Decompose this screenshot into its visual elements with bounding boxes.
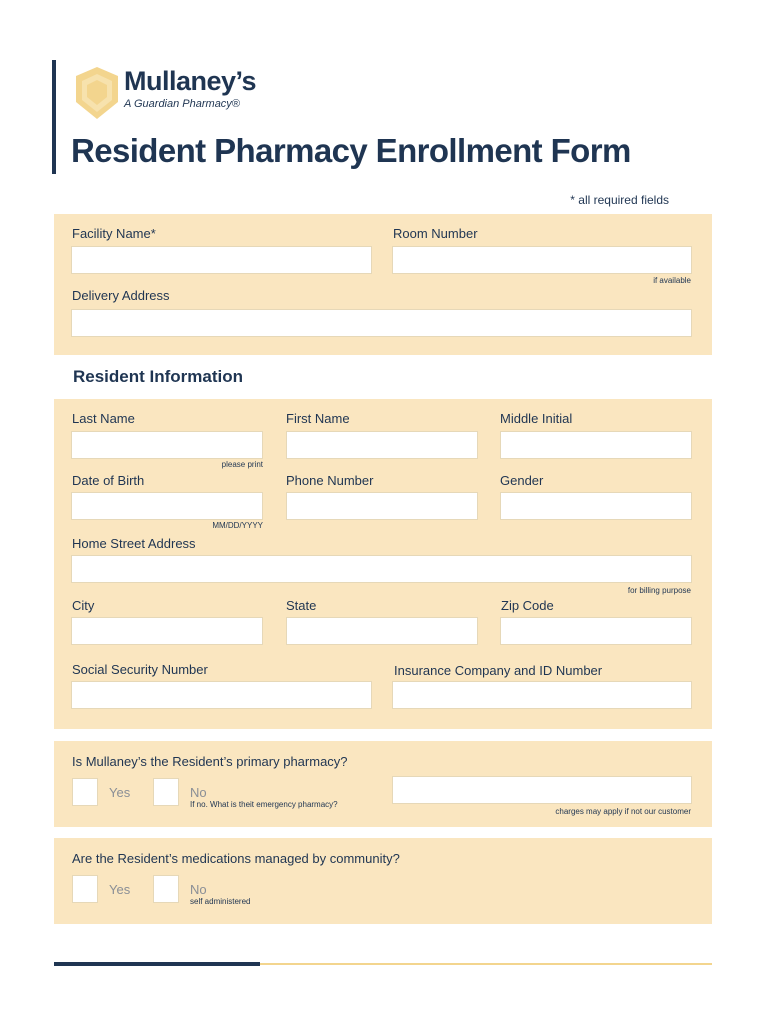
primary-pharmacy-yes-checkbox[interactable] bbox=[72, 778, 98, 806]
middle-initial-label: Middle Initial bbox=[500, 411, 573, 426]
home-address-hint: for billing purpose bbox=[627, 586, 691, 595]
footer-rule-light bbox=[260, 963, 712, 965]
room-number-input[interactable] bbox=[392, 246, 692, 274]
dob-label: Date of Birth bbox=[72, 473, 145, 488]
home-address-input[interactable] bbox=[71, 555, 692, 583]
state-label: State bbox=[286, 598, 317, 613]
primary-pharmacy-no-label: No bbox=[190, 785, 207, 800]
insurance-label: Insurance Company and ID Number bbox=[394, 663, 603, 678]
first-name-label: First Name bbox=[286, 411, 350, 426]
footer-rule-dark bbox=[54, 962, 260, 966]
last-name-label: Last Name bbox=[72, 411, 135, 426]
phone-input[interactable] bbox=[286, 492, 478, 520]
city-label: City bbox=[72, 598, 95, 613]
page-title: Resident Pharmacy Enrollment Form bbox=[71, 132, 631, 169]
medications-question: Are the Resident’s medications managed by community? bbox=[72, 851, 400, 866]
last-name-hint: please print bbox=[221, 460, 263, 469]
room-number-label: Room Number bbox=[393, 226, 478, 241]
zip-input[interactable] bbox=[500, 617, 692, 645]
first-name-input[interactable] bbox=[286, 431, 478, 459]
phone-label: Phone Number bbox=[286, 473, 374, 488]
room-number-hint: if available bbox=[653, 276, 691, 285]
dob-hint: MM/DD/YYYY bbox=[212, 521, 263, 530]
ssn-input[interactable] bbox=[71, 681, 372, 709]
header-accent-bar bbox=[52, 60, 56, 174]
gender-input[interactable] bbox=[500, 492, 692, 520]
state-input[interactable] bbox=[286, 617, 478, 645]
primary-pharmacy-no-checkbox[interactable] bbox=[153, 778, 179, 806]
facility-name-input[interactable] bbox=[71, 246, 372, 274]
last-name-input[interactable] bbox=[71, 431, 263, 459]
brand-tagline: A Guardian Pharmacy® bbox=[124, 98, 240, 110]
insurance-input[interactable] bbox=[392, 681, 692, 709]
delivery-address-input[interactable] bbox=[71, 309, 692, 337]
resident-info-heading: Resident Information bbox=[73, 367, 244, 386]
brand-name: Mullaney’s bbox=[124, 66, 257, 96]
medications-yes-checkbox[interactable] bbox=[72, 875, 98, 903]
required-fields-note: * all required fields bbox=[570, 193, 669, 207]
ssn-label: Social Security Number bbox=[72, 662, 208, 677]
home-address-label: Home Street Address bbox=[72, 536, 196, 551]
zip-label: Zip Code bbox=[501, 598, 554, 613]
shield-logo-icon bbox=[74, 66, 120, 120]
medications-no-label: No bbox=[190, 882, 207, 897]
primary-pharmacy-yes-label: Yes bbox=[109, 785, 131, 800]
medications-no-checkbox[interactable] bbox=[153, 875, 179, 903]
facility-name-label: Facility Name* bbox=[72, 226, 156, 241]
city-input[interactable] bbox=[71, 617, 263, 645]
gender-label: Gender bbox=[500, 473, 544, 488]
emergency-pharmacy-input[interactable] bbox=[392, 776, 692, 804]
emergency-pharmacy-hint: If no. What is theit emergency pharmacy? bbox=[190, 800, 338, 809]
middle-initial-input[interactable] bbox=[500, 431, 692, 459]
medications-yes-label: Yes bbox=[109, 882, 131, 897]
primary-pharmacy-question: Is Mullaney’s the Resident’s primary pharmacy? bbox=[72, 754, 348, 769]
self-administered-hint: self administered bbox=[190, 897, 251, 906]
delivery-address-label: Delivery Address bbox=[72, 288, 170, 303]
charges-hint: charges may apply if not our customer bbox=[555, 807, 691, 816]
dob-input[interactable] bbox=[71, 492, 263, 520]
